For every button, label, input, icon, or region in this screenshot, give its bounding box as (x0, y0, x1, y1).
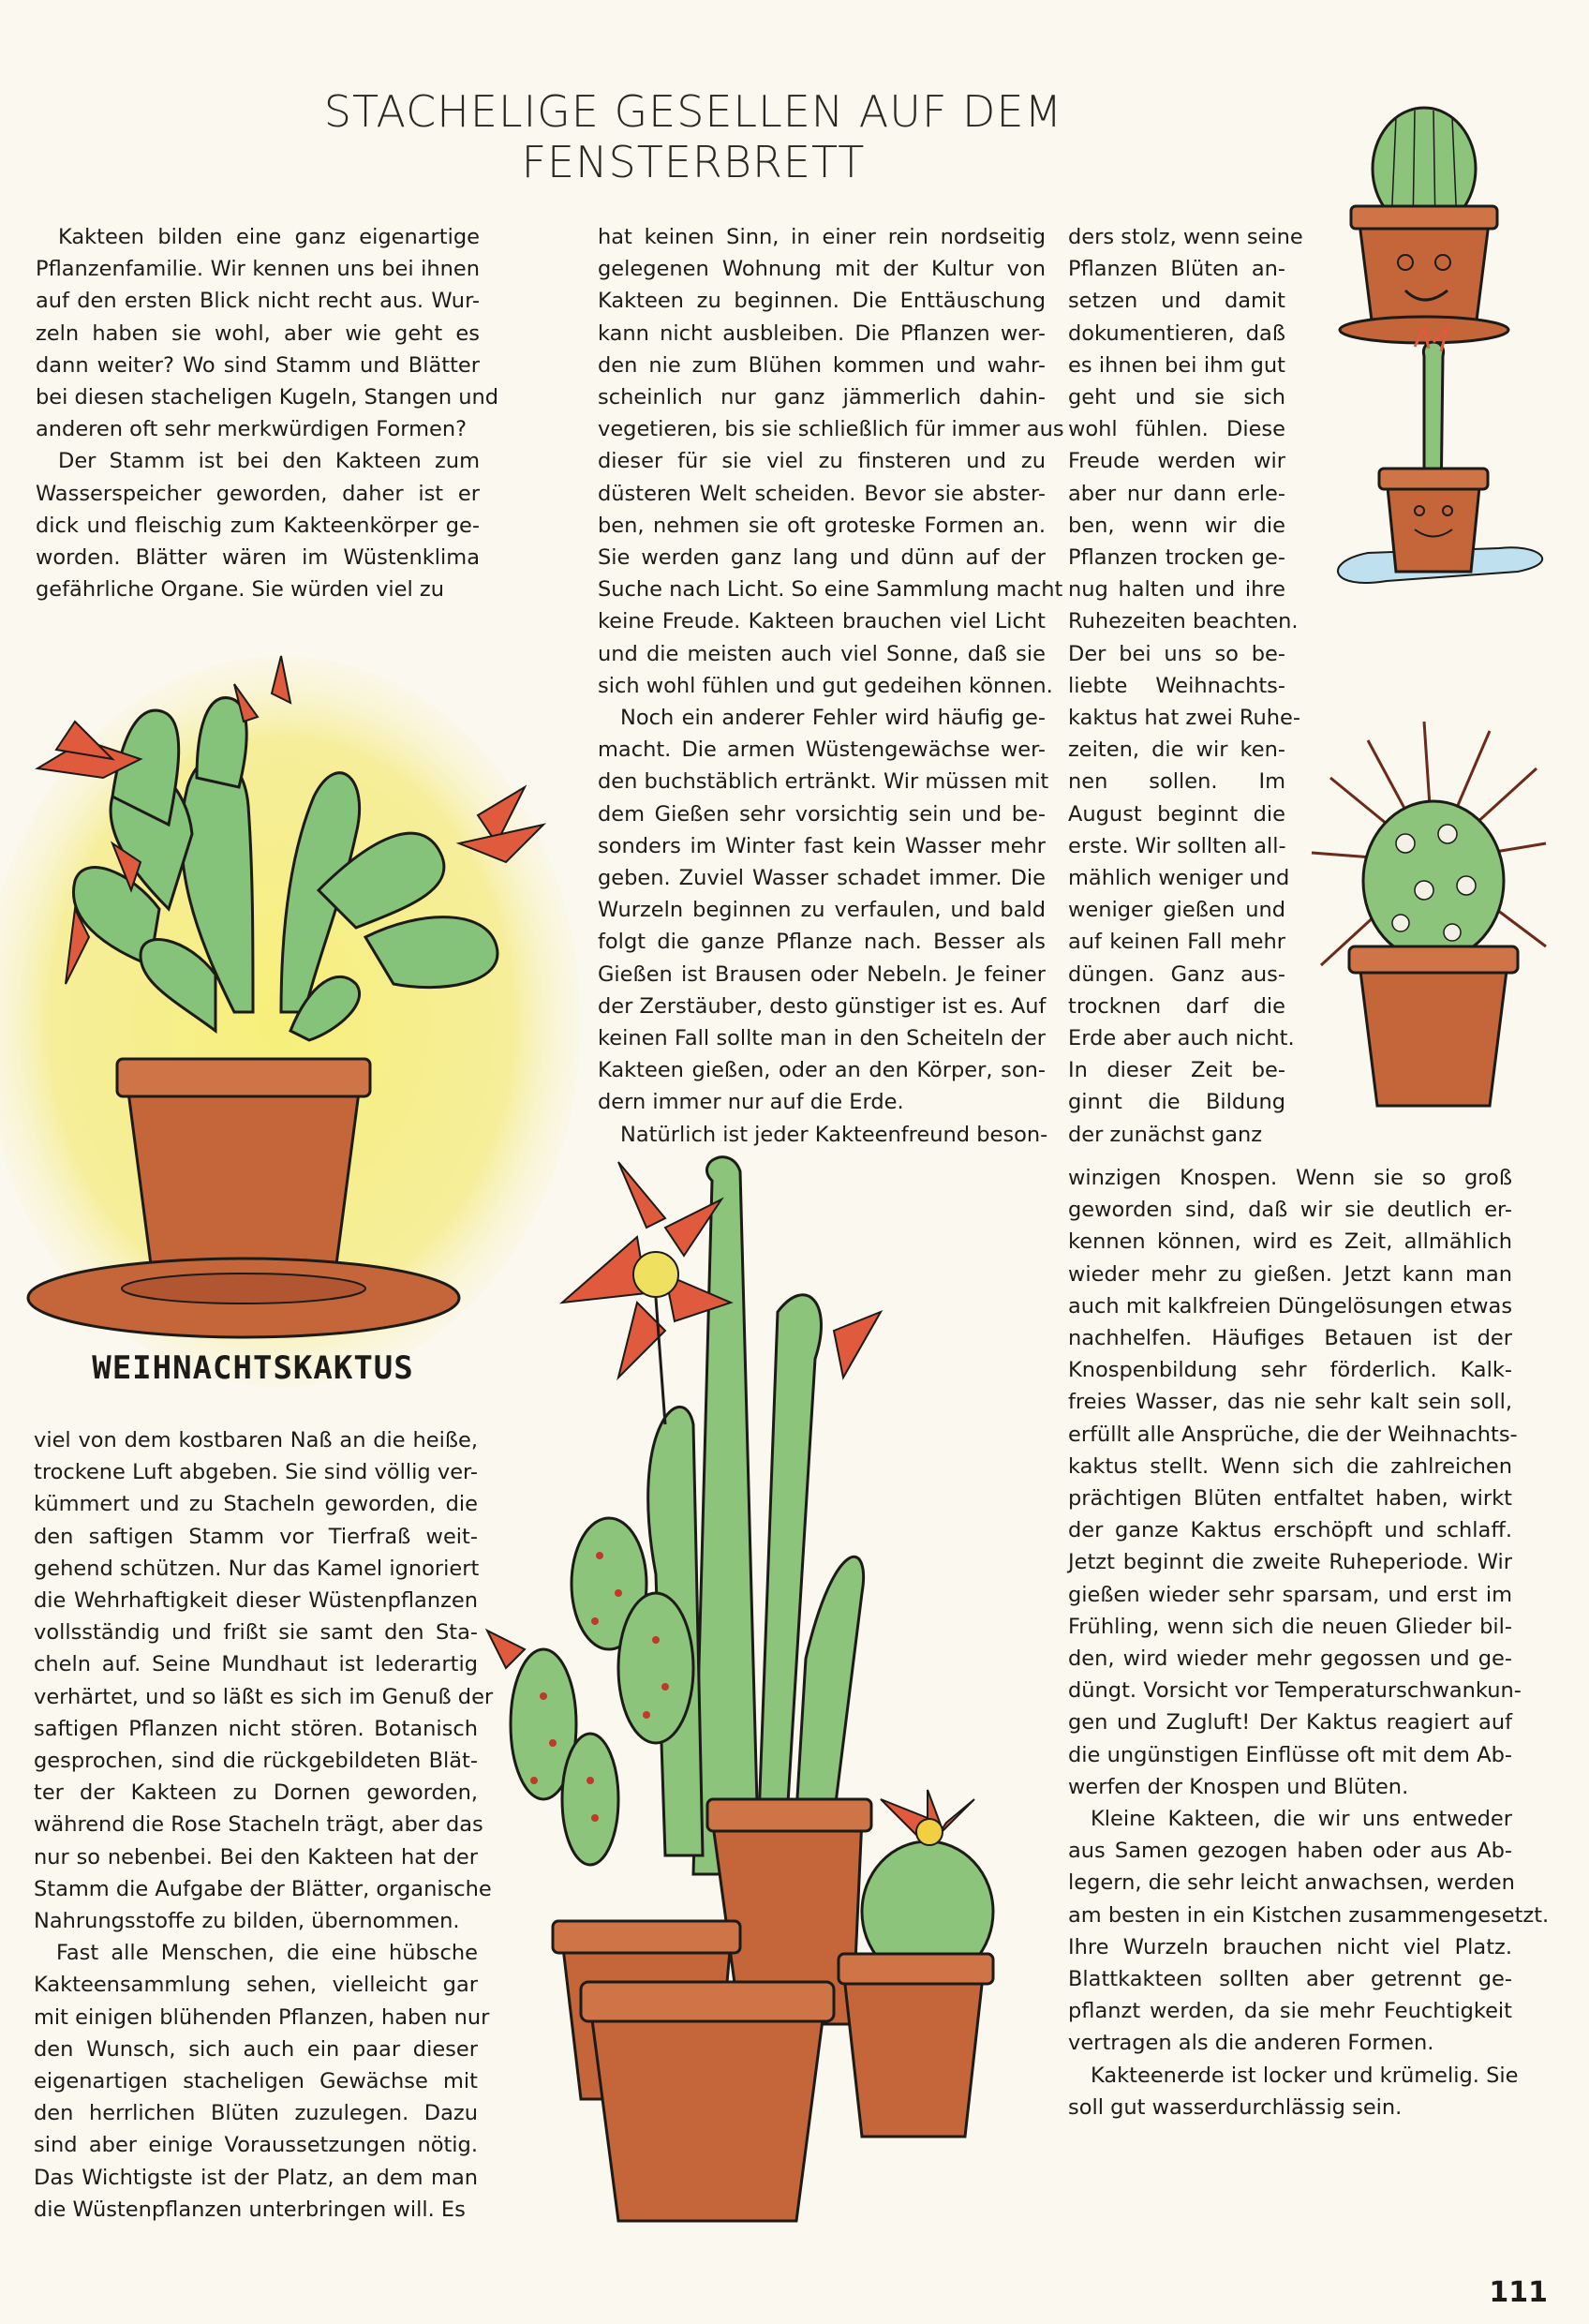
text-line: Sie werden ganz lang und dünn auf der (598, 545, 1046, 571)
page-number: 111 (1489, 2276, 1548, 2309)
text-line: geht und sie sich (1068, 385, 1285, 410)
text-line: August beginnt die (1068, 801, 1285, 827)
text-line: auch mit kalkfreien Düngelösungen etwas (1068, 1293, 1513, 1318)
text-line: vollsständig und frißt sie samt den Sta- (34, 1620, 478, 1646)
text-line: düngt. Vorsicht vor Temperaturschwankun- (1068, 1678, 1522, 1704)
text-line: Erde aber auch nicht. (1068, 1026, 1295, 1051)
text-line: zeln haben sie wohl, aber wie geht es (36, 320, 480, 346)
text-line: dann weiter? Wo sind Stamm und Blätter (36, 352, 480, 378)
text-line: Suche nach Licht. So eine Sammlung macht (598, 577, 1063, 603)
text-line: In dieser Zeit be- (1068, 1058, 1285, 1083)
text-line: Kakteenerde ist locker und krümelig. Sie (1091, 2063, 1519, 2088)
text-line: Pflanzen Blüten an- (1068, 257, 1285, 282)
text-line: gefährliche Organe. Sie würden viel zu (36, 577, 444, 603)
text-line: verhärtet, und so läßt es sich im Genuß der (34, 1684, 494, 1709)
text-line: saftigen Pflanzen nicht stören. Botanisch (34, 1716, 478, 1741)
text-line: Noch ein anderer Fehler wird häufig ge- (620, 706, 1046, 731)
text-line: kümmert und zu Stacheln geworden, die (34, 1492, 478, 1517)
text-line: den nie zum Blühen kommen und wahr- (598, 352, 1046, 378)
text-line: winzigen Knospen. Wenn sie so groß (1068, 1166, 1512, 1190)
text-line: ben, nehmen sie oft groteske Formen an. (598, 513, 1046, 538)
text-line: viel von dem kostbaren Naß an die heiße, (34, 1428, 478, 1452)
column-1-bottom-text (34, 1424, 494, 2226)
text-line: prächtigen Blüten entfaltet haben, wirkt (1068, 1486, 1512, 1512)
text-line: dern immer nur auf die Erde. (598, 1090, 904, 1115)
christmas-cactus-icon (0, 628, 581, 1359)
text-line: wohl fühlen. Diese (1068, 417, 1285, 442)
text-line: Fast alle Menschen, die eine hübsche (56, 1941, 478, 1966)
text-line: Stamm die Aufgabe der Blätter, organische (34, 1876, 492, 1901)
text-line: vertragen als die anderen Formen. (1068, 2031, 1434, 2056)
text-line: den Wunsch, sich auch ein paar dieser (34, 2036, 478, 2062)
text-line: den, wird wieder mehr gegossen und ge- (1068, 1646, 1512, 1672)
text-line: freies Wasser, das nie sehr kalt sein soll, (1068, 1390, 1512, 1415)
column-3-top-text (1068, 221, 1303, 1151)
text-line: anderen oft sehr merkwürdigen Formen? (36, 417, 468, 442)
text-line: Kakteen zu beginnen. Die Enttäuschung (598, 289, 1046, 314)
text-line: eigenartigen stacheligen Gewächse mit (34, 2069, 478, 2094)
text-line: aus Samen gezogen haben oder aus Ab- (1068, 1839, 1512, 1864)
text-line: es ihnen bei ihm gut (1068, 352, 1285, 378)
text-line: vegetieren, bis sie schließlich für immer aus (598, 417, 1064, 442)
text-line: nur so nebenbei. Bei den Kakteen hat der (34, 1844, 478, 1870)
column-1-top-text (36, 221, 499, 605)
text-line: ben, wenn wir die (1068, 513, 1285, 538)
smiling-barrel-cactus-icon (1340, 94, 1508, 337)
text-line: nen sollen. Im (1068, 769, 1285, 795)
text-line: ginnt die Bildung (1068, 1090, 1285, 1115)
text-line: scheinlich nur ganz jämmerlich dahin- (598, 385, 1046, 410)
overwatered-column-cactus-icon (1330, 337, 1546, 581)
text-line: Kakteen gießen, oder an den Körper, son- (598, 1058, 1046, 1083)
text-line: Gießen ist Brausen oder Nebeln. Je feiner (598, 961, 1046, 987)
text-line: dieser für sie viel zu finsteren und zu (598, 449, 1046, 474)
text-line: Kakteen bilden eine ganz eigenartige (58, 225, 480, 249)
text-line: kennen können, wird es Zeit, allmählich (1068, 1229, 1512, 1255)
text-line: Nahrungsstoffe zu bilden, übernommen. (34, 1909, 460, 1934)
text-line: gesprochen, sind die rückgebildeten Blät- (34, 1749, 478, 1774)
text-line: Natürlich ist jeder Kakteenfreund beson- (620, 1122, 1048, 1147)
text-line: aber nur dann erle- (1068, 481, 1285, 506)
text-line: weniger gießen und (1068, 898, 1285, 923)
spiny-globe-cactus-icon (1312, 722, 1555, 1115)
text-line: dokumentieren, daß (1068, 320, 1285, 346)
text-line: Pflanzen trocken ge- (1068, 545, 1285, 571)
text-line: macht. Die armen Wüstengewächse wer- (598, 737, 1046, 763)
text-line: der ganze Kaktus erschöpft und schlaff. (1068, 1518, 1512, 1543)
text-line: Knospenbildung sehr förderlich. Kalk- (1068, 1358, 1512, 1383)
text-line: gehend schützen. Nur das Kamel ignoriert (34, 1556, 480, 1581)
text-line: keinen Fall sollte man in den Scheiteln der (598, 1026, 1046, 1051)
text-line: erfüllt alle Ansprüche, die der Weihnachts- (1068, 1422, 1518, 1447)
text-line: folgt die ganze Pflanze nach. Besser als (598, 930, 1046, 955)
text-line: Wurzeln beginnen zu verfaulen, und bald (598, 898, 1046, 923)
text-line: liebte Weihnachts- (1068, 673, 1285, 698)
text-line: hat keinen Sinn, in einer rein nordseitig (598, 225, 1046, 249)
text-line: während die Rose Stacheln trägt, aber das (34, 1812, 483, 1838)
text-line: den saftigen Stamm vor Tierfraß weit- (34, 1524, 478, 1549)
text-line: keine Freude. Kakteen brauchen viel Licht (598, 609, 1046, 634)
text-line: sonders im Winter fast kein Wasser mehr (598, 833, 1046, 858)
text-line: kaktus hat zwei Ruhe- (1068, 706, 1300, 731)
text-line: Ruhezeiten beachten. (1068, 609, 1299, 634)
text-line: sich wohl fühlen und gut gedeihen können. (598, 673, 1053, 698)
text-line: Pflanzenfamilie. Wir kennen uns bei ihnen (36, 257, 480, 282)
text-line: Kleine Kakteen, die wir uns entweder (1091, 1807, 1512, 1832)
text-line: werfen der Knospen und Blüten. (1068, 1774, 1409, 1799)
text-line: legern, die sehr leicht anwachsen, werden (1068, 1870, 1515, 1896)
text-line: worden. Blätter wären im Wüstenklima (36, 545, 480, 571)
text-line: mählich weniger und (1068, 866, 1290, 891)
text-line: die Wehrhaftigkeit dieser Wüstenpflanzen (34, 1588, 478, 1614)
text-line: Der bei uns so be- (1068, 641, 1285, 666)
text-line: trocknen darf die (1068, 993, 1285, 1019)
text-line: cheln auf. Seine Mundhaut ist lederartig (34, 1652, 478, 1677)
column-2-text (598, 221, 1064, 1151)
text-line: den buchstäblich ertränkt. Wir müssen mit (598, 769, 1049, 795)
text-line: düsteren Welt scheiden. Bevor sie abster- (598, 481, 1046, 506)
text-line: auf keinen Fall mehr (1068, 930, 1285, 955)
text-line: zeiten, die wir ken- (1068, 737, 1285, 763)
text-line: mit einigen blühenden Pflanzen, haben nur (34, 2004, 490, 2030)
text-line: pflanzt werden, da sie mehr Feuchtigkeit (1068, 1999, 1512, 2024)
text-line: Wasserspeicher geworden, daher ist er (36, 481, 480, 506)
text-line: die ungünstigen Einflüsse oft mit dem Ab- (1068, 1742, 1512, 1767)
page-title: STACHELIGE GESELLEN AUF DEM FENSTERBRETT (323, 86, 1063, 187)
text-line: gen und Zugluft! Der Kaktus reagiert auf (1068, 1710, 1512, 1736)
text-line: geben. Zuviel Wasser schadet immer. Die (598, 866, 1046, 891)
text-line: Ihre Wurzeln brauchen nicht viel Platz. (1068, 1934, 1512, 1959)
text-line: bei diesen stacheligen Kugeln, Stangen und (36, 385, 499, 410)
text-line: Jetzt beginnt die zweite Ruheperiode. Wir (1068, 1550, 1512, 1575)
text-line: erste. Wir sollten all- (1068, 833, 1286, 858)
text-line: kann nicht ausbleiben. Die Pflanzen wer- (598, 320, 1046, 346)
text-line: am besten in ein Kistchen zusammengesetzt. (1068, 1902, 1550, 1928)
text-line: Der Stamm ist bei den Kakteen zum (58, 449, 480, 474)
illustration-caption: WEIHNACHTSKAKTUS (92, 1349, 414, 1387)
text-line: ders stolz, wenn seine (1068, 225, 1303, 249)
text-line: Kakteensammlung sehen, vielleicht gar (34, 1973, 478, 1998)
text-line: dem Gießen sehr vorsichtig sein und be- (598, 801, 1046, 827)
column-3-bottom-text (1068, 1162, 1550, 2123)
text-line: den herrlichen Blüten zuzulegen. Dazu (34, 2101, 478, 2126)
text-line: geworden sind, daß wir sie deutlich er- (1068, 1198, 1512, 1223)
text-line: nachhelfen. Häufiges Betauen ist der (1068, 1326, 1512, 1351)
text-line: der Zerstäuber, desto günstiger ist es. Auf (598, 993, 1047, 1019)
text-line: auf den ersten Blick nicht recht aus. Wur- (36, 289, 480, 314)
text-line: gelegenen Wohnung mit der Kultur von (598, 257, 1046, 282)
text-line: und die meisten auch viel Sonne, daß sie (598, 641, 1046, 666)
text-line: Das Wichtigste ist der Platz, an dem man (34, 2165, 478, 2190)
text-line: trockene Luft abgeben. Sie sind völlig ver- (34, 1460, 478, 1485)
text-line: setzen und damit (1068, 289, 1285, 314)
text-line: nug halten und ihre (1068, 577, 1285, 603)
text-line: wieder mehr zu gießen. Jetzt kann man (1068, 1261, 1512, 1287)
text-line: gießen wieder sehr sparsam, und erst im (1068, 1582, 1512, 1607)
text-line: Frühling, wenn sich die neuen Glieder bil- (1068, 1614, 1512, 1639)
text-line: kaktus stellt. Wenn sich die zahlreichen (1068, 1453, 1512, 1479)
text-line: dick und fleischig zum Kakteenkörper ge- (36, 513, 480, 538)
text-line: Blattkakteen sollten aber getrennt ge- (1068, 1967, 1512, 1992)
text-line: Freude werden wir (1068, 449, 1285, 474)
text-line: der zunächst ganz (1068, 1122, 1263, 1147)
text-line: ter der Kakteen zu Dornen geworden, (34, 1780, 478, 1806)
text-line: die Wüstenpflanzen unterbringen will. Es (34, 2197, 466, 2222)
text-line: sind aber einige Voraussetzungen nötig. (34, 2133, 478, 2158)
text-line: soll gut wasserdurchlässig sein. (1068, 2094, 1403, 2120)
flowering-cactus-group-icon (506, 1143, 1031, 2249)
text-line: düngen. Ganz aus- (1068, 961, 1285, 987)
